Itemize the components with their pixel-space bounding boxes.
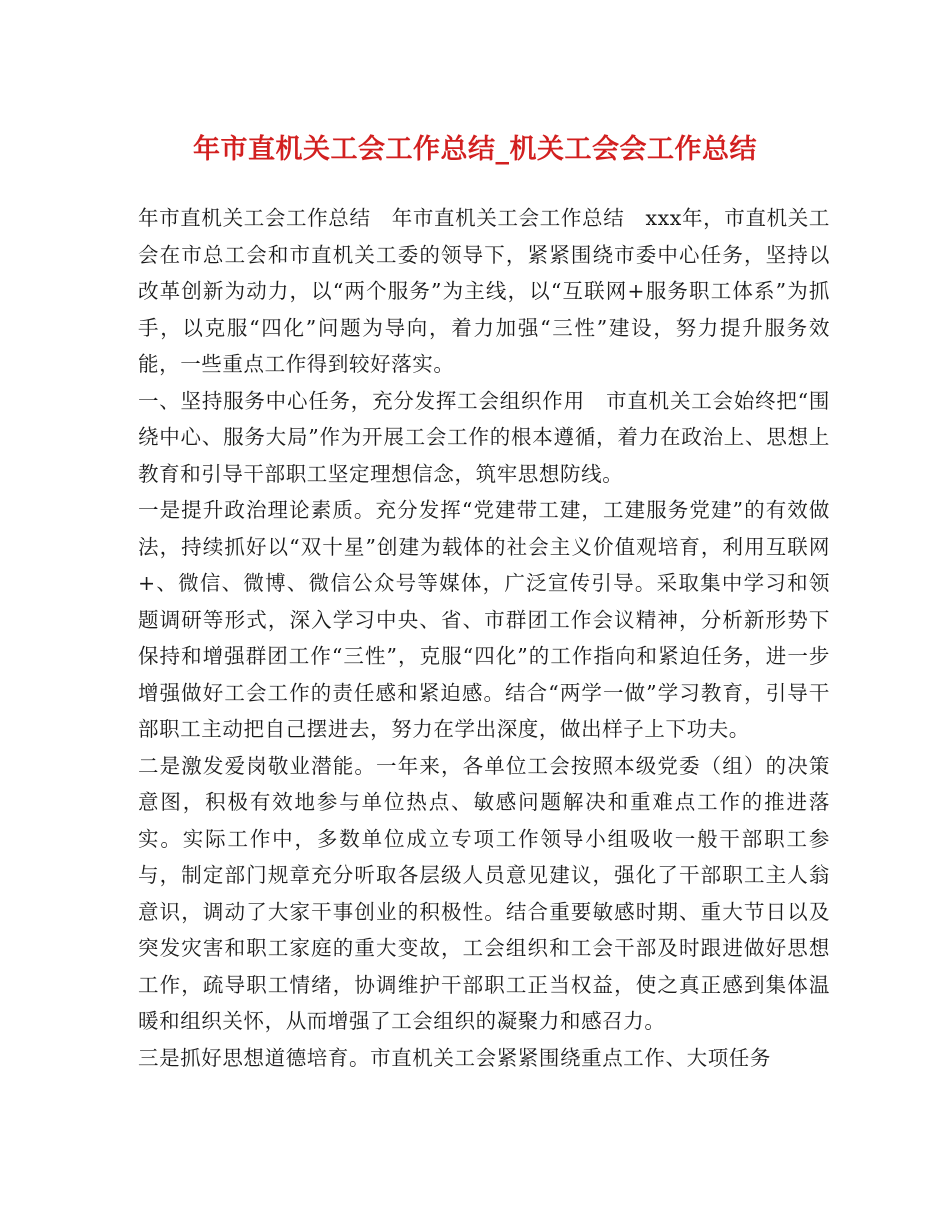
point-one-paragraph: 一是提升政治理论素质。充分发挥“党建带工建，工建服务党建”的有效做法，持续抓好以“双十星”创建为载体的社会主义价值观培育，利用互联网+、微信、微博、微信公众号等媒体，广泛宣传引导。采取集中学习和领题调研等形式，深入学习中央、省、市群团工作会议精神，分析新形势下保持和增强群团工作“三性”，克服“四化”的工作指向和紧迫任务，进一步增强做好工会工作的责任感和紧迫感。结合“两学一做”学习教育，引导干部职工主动把自己摆进去，努力在学出深度，做出样子上下功夫。 [138,498,830,741]
point-two-paragraph: 二是激发爱岗敬业潜能。一年来，各单位工会按照本级党委（组）的决策意图，积极有效地参与单位热点、敏感问题解决和重难点工作的推进落实。实际工作中，多数单位成立专项工作领导小组吸收一般干部职工参与，制定部门规章充分听取各层级人员意见建议，强化了干部职工主人翁意识，调动了大家干事创业的积极性。结合重要敏感时期、重大节日以及突发灾害和职工家庭的重大变故，工会组织和工会干部及时跟进做好思想工作，疏导职工情绪，协调维护干部职工正当权益，使之真正感到集体温暖和组织关怀，从而增强了工会组织的凝聚力和感召力。 [138,753,830,1033]
intro-paragraph: 年市直机关工会工作总结 年市直机关工会工作总结 xxx年，市直机关工会在市总工会和市直机关工委的领导下，紧紧围绕市委中心任务，坚持以改革创新为动力，以“两个服务”为主线，以“互联网+服务职工体系”为抓手，以克服“四化”问题为导向，着力加强“三性”建设，努力提升服务效能，一些重点工作得到较好落实。 [138,206,830,376]
document-title: 年市直机关工会工作总结_机关工会会工作总结 [193,134,757,165]
point-three-paragraph: 三是抓好思想道德培育。市直机关工会紧紧围绕重点工作、大项任务 [138,1045,771,1070]
section-one-heading-paragraph: 一、坚持服务中心任务，充分发挥工会组织作用 市直机关工会始终把“围绕中心、服务大局”作为开展工会工作的根本遵循，着力在政治上、思想上教育和引导干部职工坚定理想信念，筑牢思想防线。 [138,388,830,486]
document-body [138,200,830,1076]
